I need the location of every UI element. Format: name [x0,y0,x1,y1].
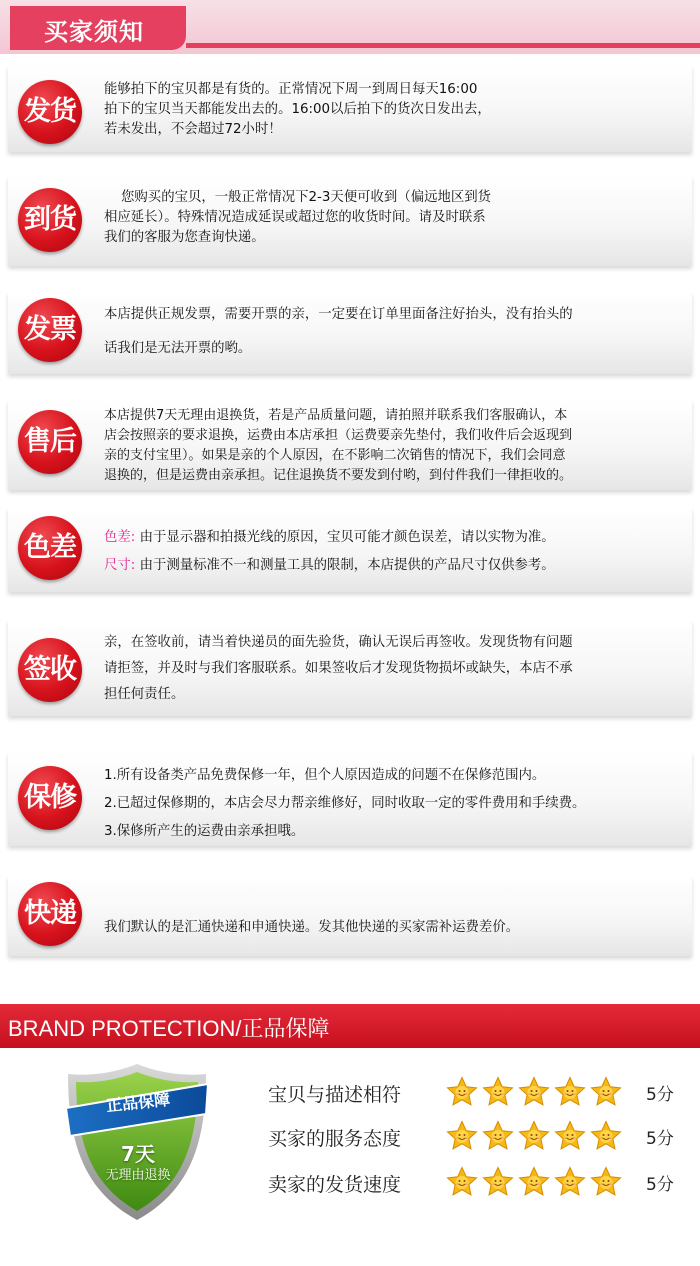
section-color-difference [0,508,700,592]
star-icon [554,1120,586,1152]
header-banner [0,0,700,54]
badge-shipping: 发货 [18,80,82,144]
section-shipping [0,66,700,152]
badge-warranty: 保修 [18,766,82,830]
shield-text-big: 7天 [121,1142,155,1166]
star-icon [446,1076,478,1108]
rating-row [268,1164,688,1200]
star-icon [518,1120,550,1152]
star-icon [446,1166,478,1198]
rating-label: 宝贝与描述相符 [268,1084,402,1106]
section-sign-for-text: 亲，在签收前，请当着快递员的面先验货，确认无误后再签收。发现货物有问题 请拒签，并及时与我们客服联系。如果签收后才发现货物损坏或缺失，本店不承 担任何责任。 [104,635,573,702]
star-icon [590,1120,622,1152]
guarantee-shield [62,1060,212,1225]
section-color-difference-text: 色差: 由于显示器和拍摄光线的原因，宝贝可能才颜色误差，请以实物为准。 尺寸: 由于测量标准不一和测量工具的限制，本店提供的产品尺寸仅供参考。 [104,530,555,573]
badge-courier: 快递 [18,882,82,946]
rating-score: 5分 [646,1175,674,1195]
star-icon [482,1120,514,1152]
header-tab [10,6,186,50]
header-divider [186,43,700,48]
section-warranty-text: 1.所有设备类产品免费保修一年，但个人原因造成的问题不在保修范围内。 2.已超过保修期的，本店会尽力帮亲维修好，同时收取一定的零件费用和手续费。 3.保修所产生的运费由亲承担哦。 [104,768,586,839]
rating-stars [446,1164,636,1200]
badge-color-difference: 色差 [18,516,82,580]
rating-stars [446,1118,636,1154]
badge-arrival: 到货 [18,188,82,252]
shield-text-top: 正品保障 [105,1089,171,1116]
star-icon [554,1166,586,1198]
shield-text-small: 无理由退换 [105,1168,171,1183]
star-icon [518,1166,550,1198]
section-courier [0,876,700,956]
page-title: 买家须知 [44,18,144,46]
section-sign-for [0,620,700,716]
badge-sign-for: 签收 [18,638,82,702]
star-icon [482,1076,514,1108]
section-invoice [0,292,700,374]
star-icon [590,1076,622,1108]
star-icon [446,1120,478,1152]
star-icon [482,1166,514,1198]
color-label: 色差: [104,530,136,545]
section-arrival [0,176,700,266]
rating-label: 卖家的发货速度 [268,1174,402,1196]
section-shipping-text: 能够拍下的宝贝都是有货的。正常情况下周一到周日每天16:00 拍下的宝贝当天都能发出去的。16:00以后拍下的货次日发出去， 若未发出，不会超过72小时！ [104,82,491,137]
brand-protection-bar [0,1004,700,1048]
star-icon [590,1166,622,1198]
section-invoice-text: 本店提供正规发票，需要开票的亲，一定要在订单里面备注好抬头，没有抬头的 话我们是无法开票的哟。 [104,307,573,356]
star-icon [554,1076,586,1108]
section-warranty [0,752,700,846]
rating-row [268,1118,688,1154]
rating-stars [446,1074,636,1110]
rating-row [268,1074,688,1110]
badge-invoice: 发票 [18,298,82,362]
rating-score: 5分 [646,1085,674,1105]
section-courier-text: 我们默认的是汇通快递和申通快递。发其他快递的买家需补运费差价。 [104,920,520,935]
brand-protection-title: BRAND PROTECTION/正品保障 [8,1016,330,1041]
section-after-sales-text: 本店提供7天无理由退换货，若是产品质量问题，请拍照并联系我们客服确认，本 店会按照亲的要求退换，运费由本店承担（运费要亲先垫付，我们收件后会返现到 亲的支付宝里）。如果是亲的个人原因，在不影响二次销售的情况下，我们会同意 退换的，但是运费由亲承担。记住退换货不要发到付哟，到付件我们一律拒收的。 [104,408,573,483]
badge-after-sales: 售后 [18,410,82,474]
section-after-sales [0,400,700,490]
rating-score: 5分 [646,1129,674,1149]
rating-label: 买家的服务态度 [268,1128,402,1150]
star-icon [518,1076,550,1108]
section-arrival-text: 您购买的宝贝，一般正常情况下2-3天便可收到（偏远地区到货 相应延长）。特殊情况造成延误或超过您的收货时间。请及时联系 我们的客服为您查询快递。 [104,190,492,245]
size-label: 尺寸: [104,558,136,573]
